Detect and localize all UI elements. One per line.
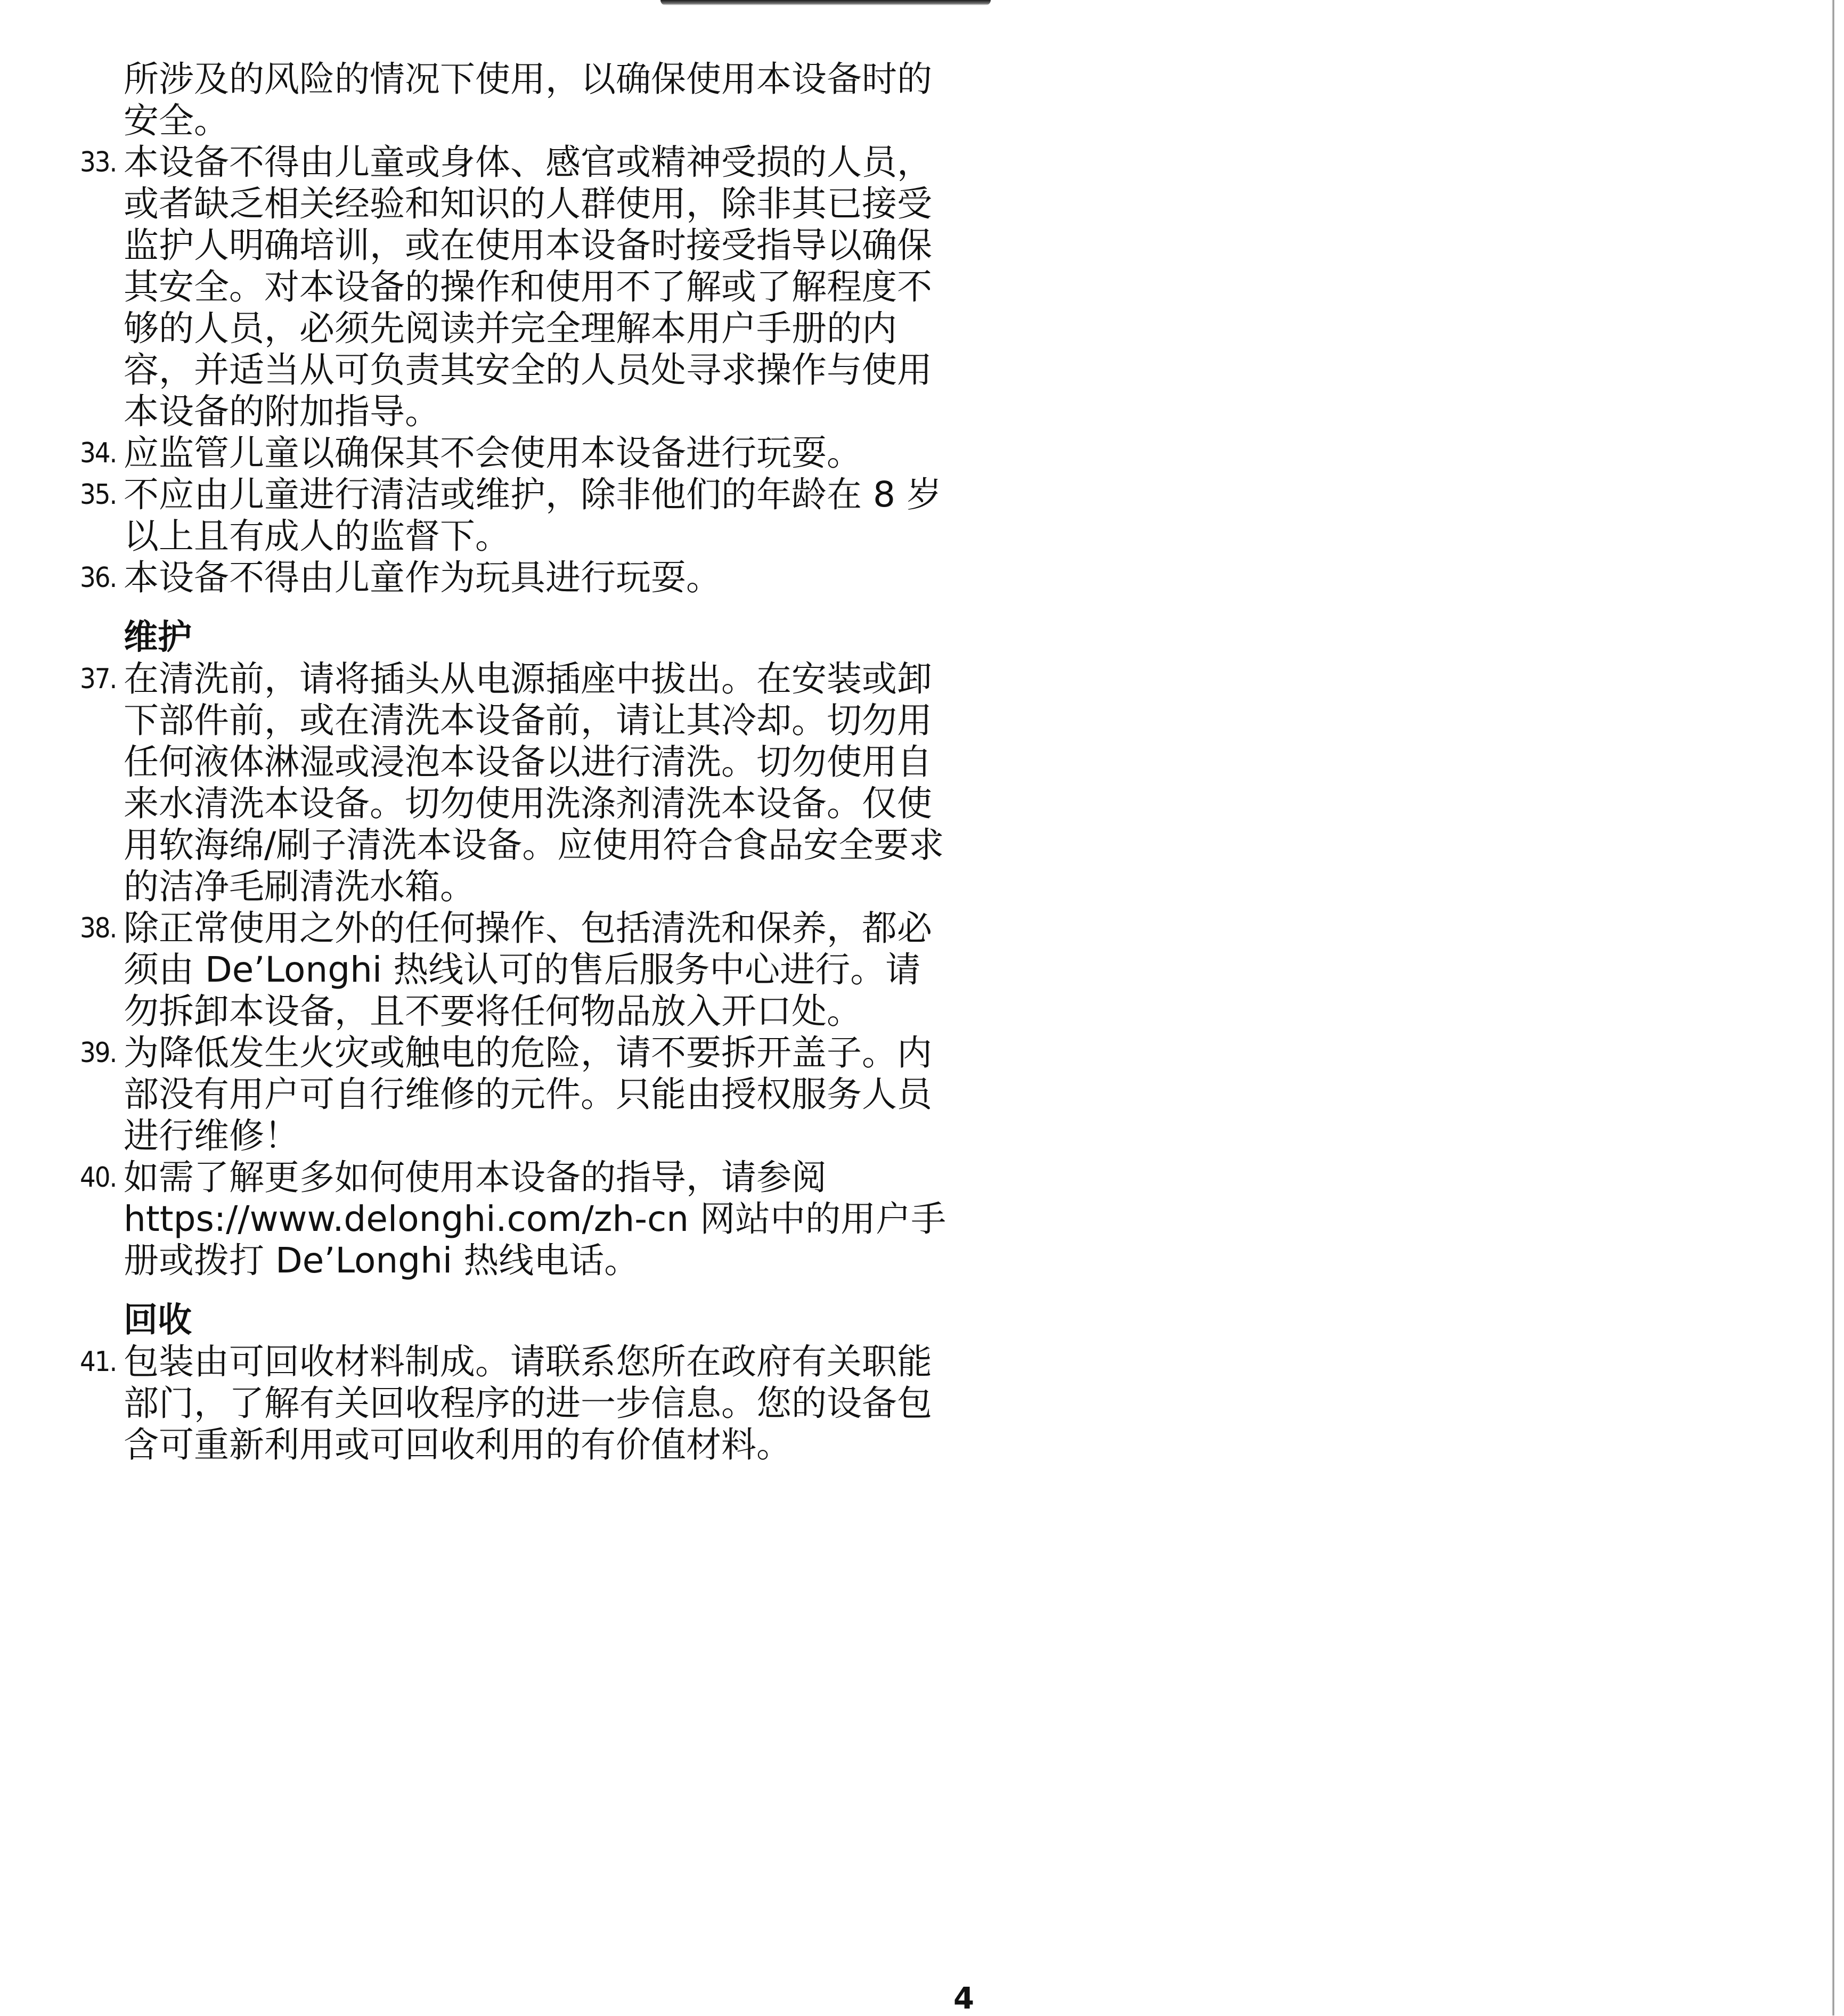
text-line: 应监管儿童以确保其不会使用本设备进行玩耍。 [124, 432, 862, 474]
list-item [80, 1157, 953, 1282]
text-line: 任何液体淋湿或浸泡本设备以进行清洗。切勿使用自 [124, 741, 932, 782]
text-line: 本设备不得由儿童作为玩具进行玩耍。 [124, 557, 721, 598]
text-line: 所涉及的风险的情况下使用，以确保使用本设备时的 [124, 59, 932, 100]
scan-right-edge [1832, 0, 1834, 2015]
text-line: 下部件前，或在清洗本设备前，请让其冷却。切勿用 [124, 700, 932, 741]
text-line: 包装由可回收材料制成。请联系您所在政府有关职能 [124, 1341, 932, 1382]
list-item [80, 432, 953, 474]
list-item [80, 142, 953, 432]
text-line: 册或拨打 De’Longhi 热线电话。 [124, 1240, 640, 1281]
text-line: 勿拆卸本设备，且不要将任何物品放入开口处。 [124, 991, 862, 1032]
text-line: 如需了解更多如何使用本设备的指导，请参阅 [124, 1157, 827, 1198]
list-item [80, 658, 953, 908]
scan-top-edge [660, 0, 991, 5]
text-line: 用软海绵/刷子清洗本设备。应使用符合食品安全要求 [124, 825, 944, 866]
text-line: 部门，了解有关回收程序的进一步信息。您的设备包 [124, 1383, 932, 1424]
text-line: 的洁净毛刷清洗水箱。 [124, 866, 475, 907]
text-line: https://www.delonghi.com/zh-cn 网站中的用户手 [124, 1198, 947, 1239]
text-line: 够的人员，必须先阅读并完全理解本用户手册的内 [124, 308, 897, 349]
text-line: 容，并适当从可负责其安全的人员处寻求操作与使用 [124, 349, 932, 390]
item-number: 36. [80, 562, 117, 594]
recycling-items-list [80, 1341, 953, 1466]
text-line: 或者缺乏相关经验和知识的人群使用，除非其已接受 [124, 183, 932, 224]
item-number: 33. [80, 146, 117, 178]
list-item [80, 1032, 953, 1157]
list-item [80, 474, 953, 557]
text-line: 除正常使用之外的任何操作、包括清洗和保养，都必 [124, 908, 932, 949]
item-number: 34. [80, 437, 117, 469]
text-line: 部没有用户可自行维修的元件。只能由授权服务人员 [124, 1074, 932, 1115]
item-number: 41. [80, 1346, 117, 1378]
list-item [80, 908, 953, 1032]
text-line: 来水清洗本设备。切勿使用洗涤剂清洗本设备。仅使 [124, 783, 932, 824]
item-number: 40. [80, 1162, 117, 1194]
section-heading-maintenance: 维护 [124, 618, 192, 657]
text-line: 不应由儿童进行清洁或维护，除非他们的年龄在 8 岁 [124, 474, 942, 515]
text-line: 为降低发生火灾或触电的危险，请不要拆开盖子。内 [124, 1032, 932, 1073]
text-line: 其安全。对本设备的操作和使用不了解或了解程度不 [124, 266, 932, 307]
text-line: 在清洗前，请将插头从电源插座中拔出。在安装或卸 [124, 658, 932, 699]
text-line: 本设备不得由儿童或身体、感官或精神受损的人员， [124, 142, 932, 183]
item-number: 35. [80, 479, 117, 511]
item-number: 38. [80, 912, 117, 944]
document-body [80, 59, 953, 1466]
text-line: 本设备的附加指导。 [124, 391, 440, 432]
item-number: 37. [80, 663, 117, 695]
list-item [80, 557, 953, 599]
item-number: 39. [80, 1037, 117, 1069]
text-line: 含可重新利用或可回收利用的有价值材料。 [124, 1424, 792, 1465]
page-number: 4 [953, 1981, 974, 2016]
continuation-text [80, 59, 953, 142]
list-item [80, 1341, 953, 1466]
section-heading-recycling: 回收 [124, 1301, 192, 1340]
text-line: 进行维修！ [124, 1115, 299, 1156]
text-line: 以上且有成人的监督下。 [124, 516, 510, 557]
text-line: 监护人明确培训，或在使用本设备时接受指导以确保 [124, 225, 932, 266]
maintenance-items-list [80, 658, 953, 1282]
text-line: 安全。 [124, 100, 229, 141]
text-line: 须由 De’Longhi 热线认可的售后服务中心进行。请 [124, 949, 921, 990]
safety-items-list [80, 142, 953, 599]
